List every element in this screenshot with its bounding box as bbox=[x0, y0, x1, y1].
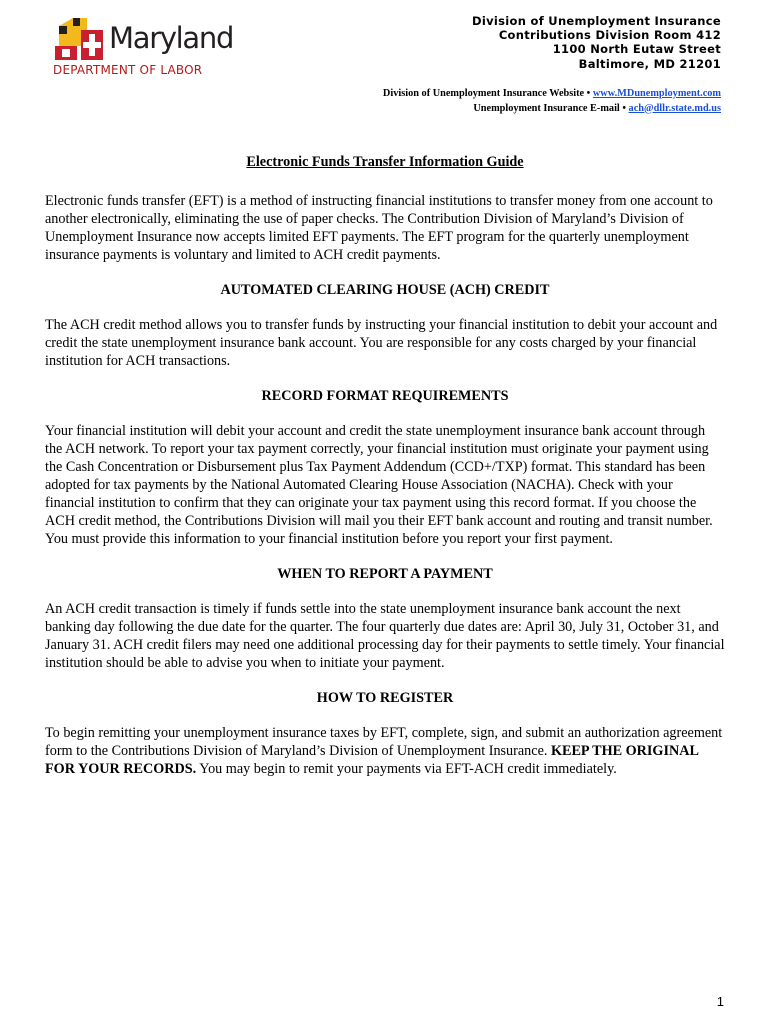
maryland-labor-logo bbox=[53, 16, 268, 80]
section-body-how-to-register bbox=[45, 724, 725, 778]
address-line: 1100 North Eutaw Street bbox=[552, 42, 721, 57]
address-line: Division of Unemployment Insurance bbox=[472, 14, 721, 28]
email-link[interactable]: ach@dllr.state.md.us bbox=[628, 102, 721, 114]
document-title: Electronic Funds Transfer Information Guide bbox=[246, 154, 524, 170]
email-label: Unemployment Insurance E-mail • bbox=[473, 102, 629, 114]
maryland-flag-icon bbox=[53, 16, 105, 62]
section-body-record-format: Your financial institution will debit your account and credit the state unemployment insurance bank account through the ACH network. To report your tax payment correctly, your financial institution must originate your payment using the Cash Concentration or Disbursement plus Tax Payment Addendum (CCD+/TXP) format. This standard has been adopted for tax payments by the National Automated Clearing House Association (NACHA). Check with your financial institution to confirm that they can originate your tax payment using this record format. If you choose the ACH credit method, the Contributions Division will mail you their EFT bank account and routing and transit number. You must provide this information to your financial institution before you report your first payment. bbox=[45, 423, 713, 547]
mailing-address bbox=[472, 14, 721, 71]
section-heading-record-format: RECORD FORMAT REQUIREMENTS bbox=[261, 388, 509, 404]
intro-paragraph: Electronic funds transfer (EFT) is a method of instructing financial institutions to transfer money from one account to another electronically, eliminating the use of paper checks. The Contribution Division of Maryland’s Division of Unemployment Insurance now accepts limited EFT payments. The EFT program for the quarterly unemployment insurance payments is voluntary and limited to ACH credit payments. bbox=[45, 193, 713, 263]
register-emphasis: KEEP THE ORIGINAL FOR YOUR RECORDS. bbox=[45, 743, 699, 777]
website-line bbox=[383, 87, 721, 102]
website-label: Division of Unemployment Insurance Website • bbox=[382, 88, 593, 99]
website-link[interactable]: www.MDunemployment.com bbox=[592, 88, 721, 99]
logo-wordmark: Maryland bbox=[109, 21, 234, 55]
section-heading-when-to-report: WHEN TO REPORT A PAYMENT bbox=[277, 566, 493, 582]
logo-department: DEPARTMENT OF LABOR bbox=[53, 63, 203, 77]
section-heading-how-to-register: HOW TO REGISTER bbox=[316, 690, 454, 706]
register-text: To begin remitting your unemployment insurance taxes by EFT, complete, sign, and submit an authorization agreement form to the Contributions Division of Maryland’s Division of Unemployment Insurance. bbox=[45, 725, 723, 759]
page-number: 1 bbox=[716, 994, 724, 1009]
address-line: Contributions Division Room 412 bbox=[498, 28, 721, 43]
contact-info bbox=[383, 87, 721, 116]
section-body-ach-credit: The ACH credit method allows you to transfer funds by instructing your financial institution to debit your account and credit the state unemployment insurance bank account. You are responsible for any costs charged by your financial institution for ACH transactions. bbox=[45, 317, 718, 369]
section-heading-ach-credit: AUTOMATED CLEARING HOUSE (ACH) CREDIT bbox=[220, 282, 550, 298]
register-text-end: You may begin to remit your payments via EFT-ACH credit immediately. bbox=[196, 761, 617, 777]
address-line: Baltimore, MD 21201 bbox=[578, 56, 721, 71]
email-line bbox=[383, 102, 721, 117]
document-body bbox=[45, 153, 725, 778]
section-body-when-to-report: An ACH credit transaction is timely if funds settle into the state unemployment insurance bank account the next banking day following the due date for the quarter. The four quarterly due dates are: April 30, July 31, October 31, and January 31. ACH credit filers may need one additional processing day for their payments to settle timely. Your financial institution should be able to advise you when to initiate your payment. bbox=[45, 601, 725, 671]
